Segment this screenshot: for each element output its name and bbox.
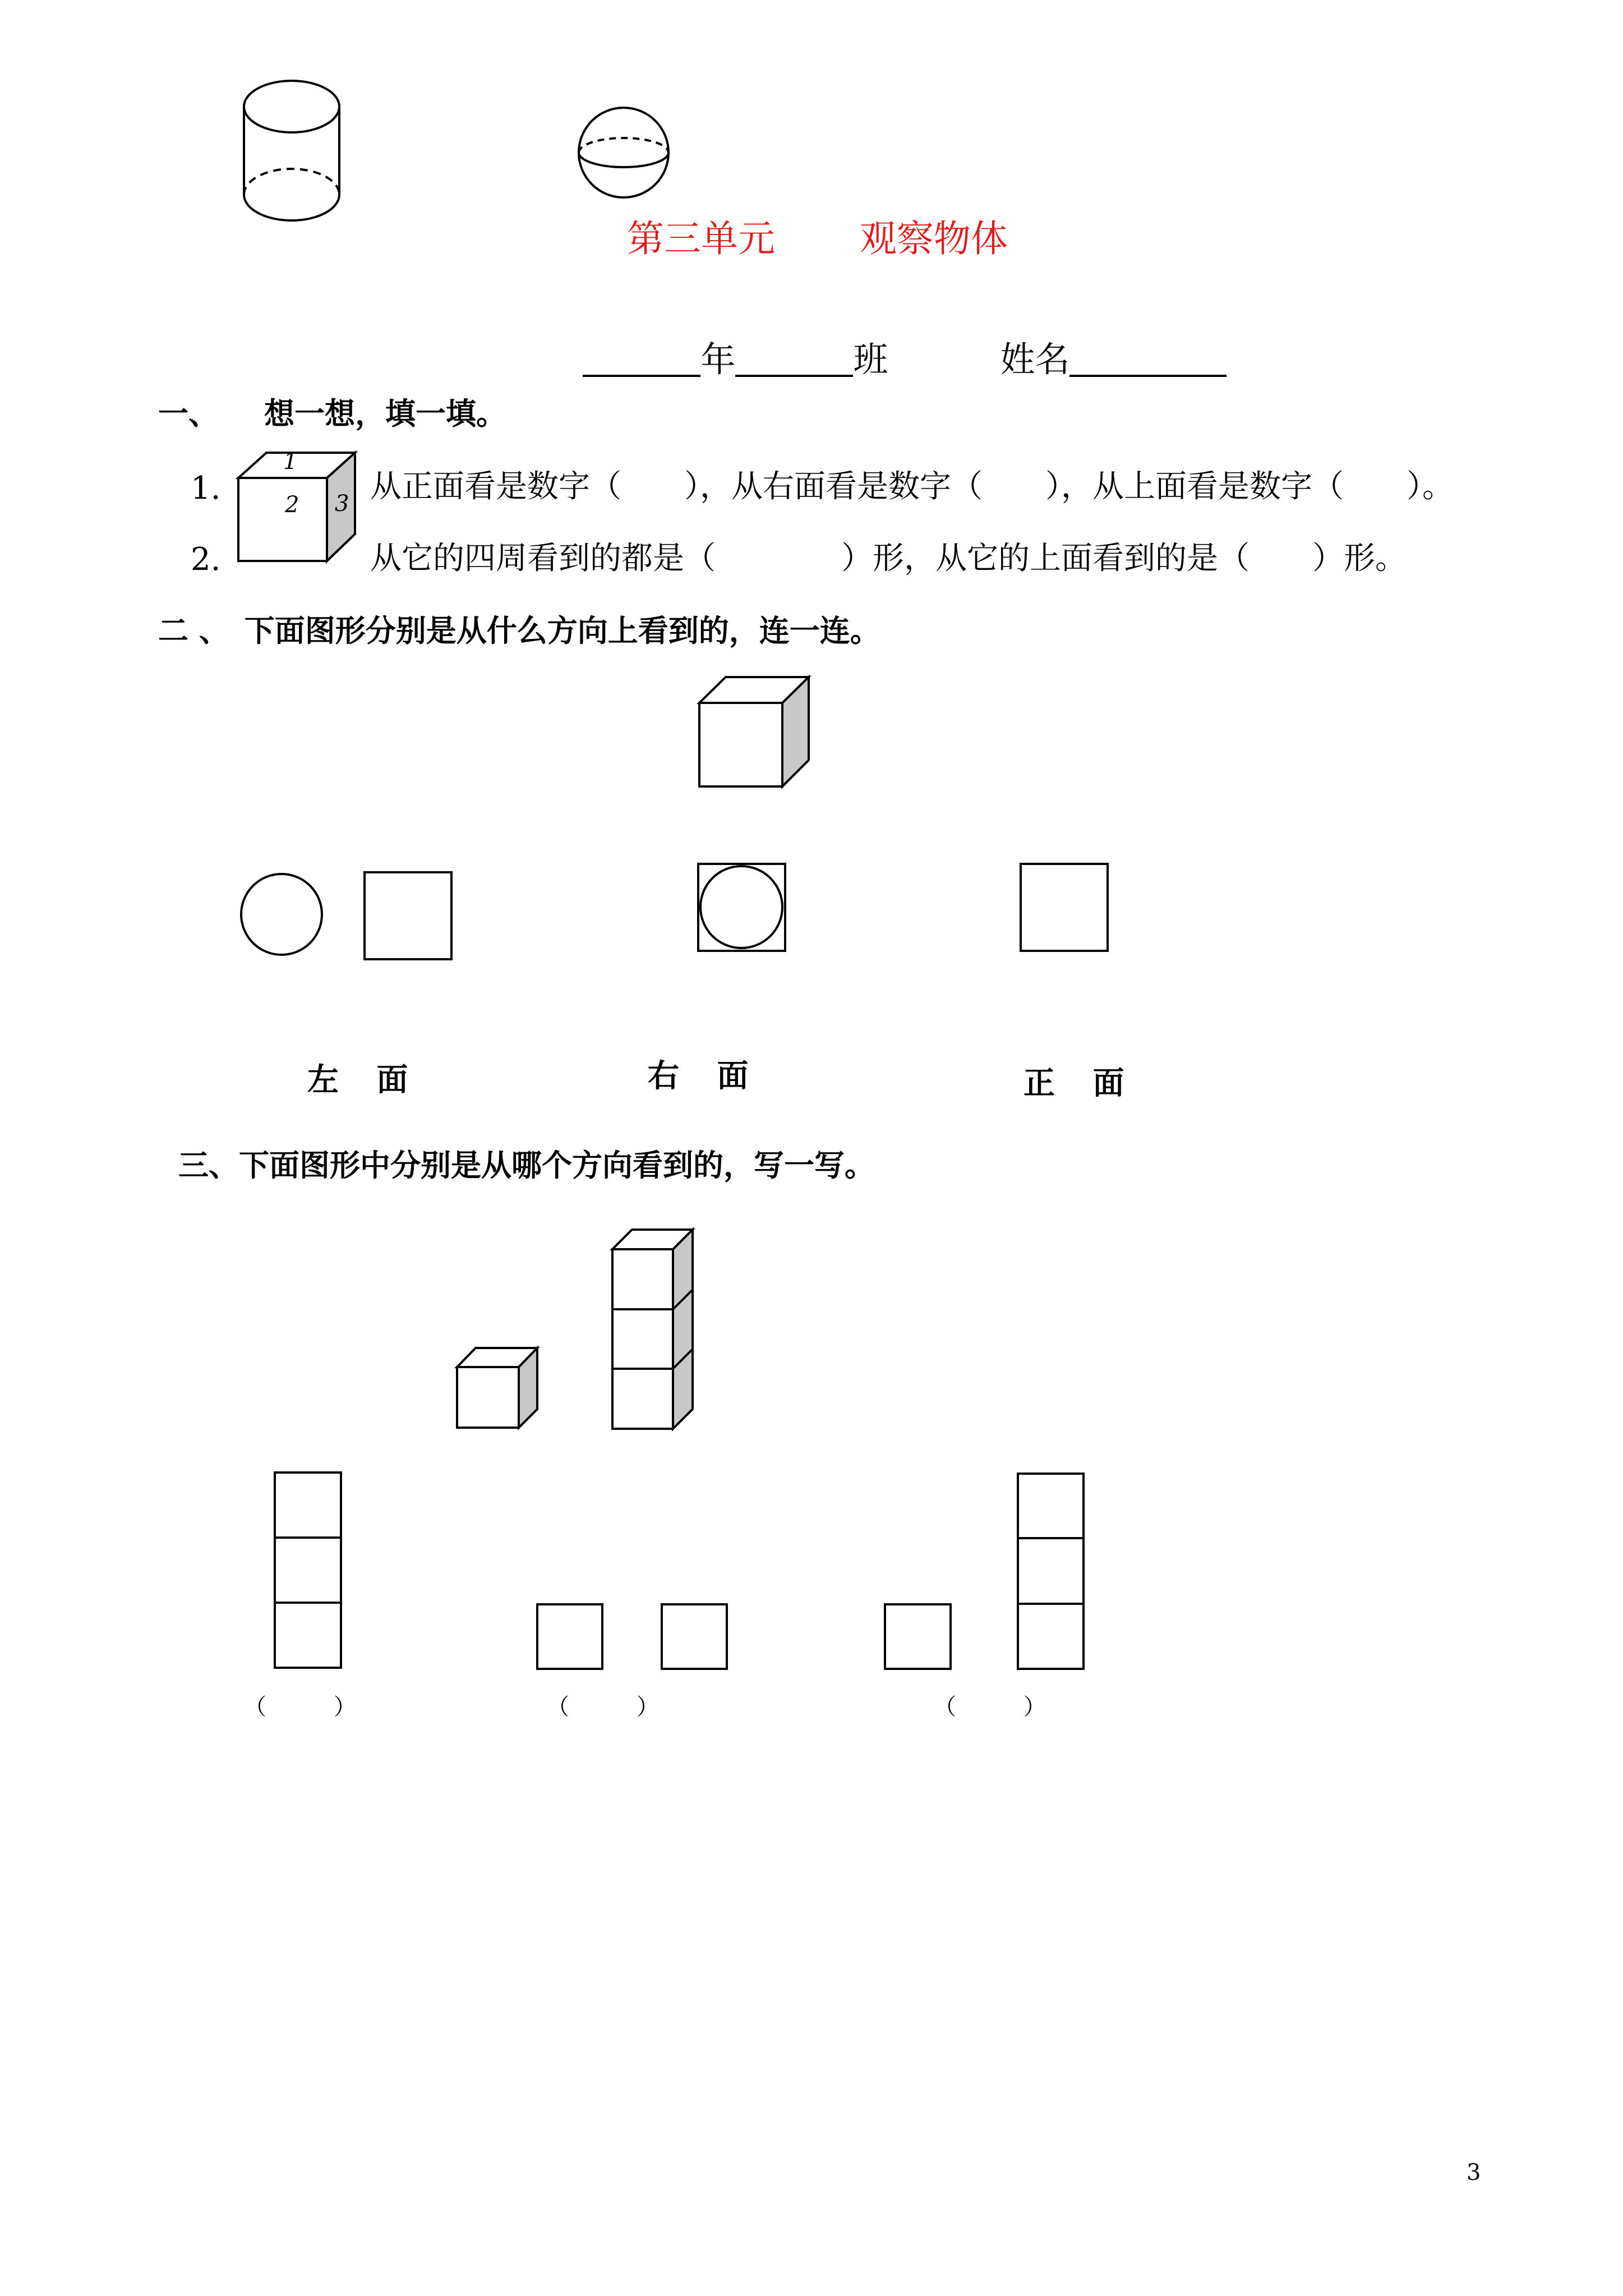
question2-text: 从它的四周看到的都是（ ）形，从它的上面看到的是（ ）形。 (370, 540, 1407, 577)
stacked-cubes-figure (612, 1230, 693, 1429)
cube-face-front: 2 (285, 492, 299, 518)
name-blank[interactable] (1069, 342, 1227, 377)
name-label: 姓名 (1000, 339, 1070, 380)
topic-title: 观察物体 (860, 217, 1008, 260)
class-blank[interactable] (735, 342, 853, 377)
question1-number: 1. (191, 470, 221, 507)
question1-text: 从正面看是数字（ ），从右面看是数字（ ），从上面看是数字（ ）。 (370, 468, 1454, 505)
answer-blank-2[interactable]: （ ） (547, 1694, 659, 1720)
label-right-view: 右 面 (648, 1057, 762, 1094)
label-front-view: 正 面 (1023, 1065, 1138, 1102)
class-label: 班 (853, 339, 888, 380)
cube-face-top: 1 (283, 449, 298, 475)
view-square (1021, 864, 1108, 951)
view-one-and-three (885, 1474, 1083, 1669)
page-number: 3 (1467, 2160, 1481, 2185)
single-cube-figure (457, 1348, 537, 1428)
question2-number: 2. (191, 541, 221, 578)
view-three-stack (275, 1473, 341, 1668)
label-left-view: 左 面 (307, 1061, 422, 1098)
view-circle (241, 874, 322, 955)
cube-face-right: 3 (335, 491, 349, 517)
year-blank[interactable] (583, 342, 700, 377)
view-square-with-circle (698, 864, 785, 951)
answer-blank-3[interactable]: （ ） (934, 1694, 1046, 1720)
section3-heading: 三、下面图形中分别是从哪个方向看到的，写一写。 (178, 1147, 875, 1183)
answer-blank-1[interactable]: （ ） (244, 1694, 356, 1720)
section2-heading: 二 、 下面图形分别是从什么方向上看到的，连一连。 (158, 613, 880, 648)
shaded-cube-figure (699, 677, 809, 786)
sphere-figure (579, 108, 668, 197)
cylinder-figure (244, 81, 339, 220)
header-line (561, 307, 1227, 380)
section1-heading: 一、 想一想，填一填。 (158, 395, 506, 431)
year-label: 年 (700, 339, 736, 380)
view-square (365, 872, 451, 959)
unit-title: 第三单元 (627, 217, 775, 260)
view-two-separate (537, 1604, 727, 1669)
